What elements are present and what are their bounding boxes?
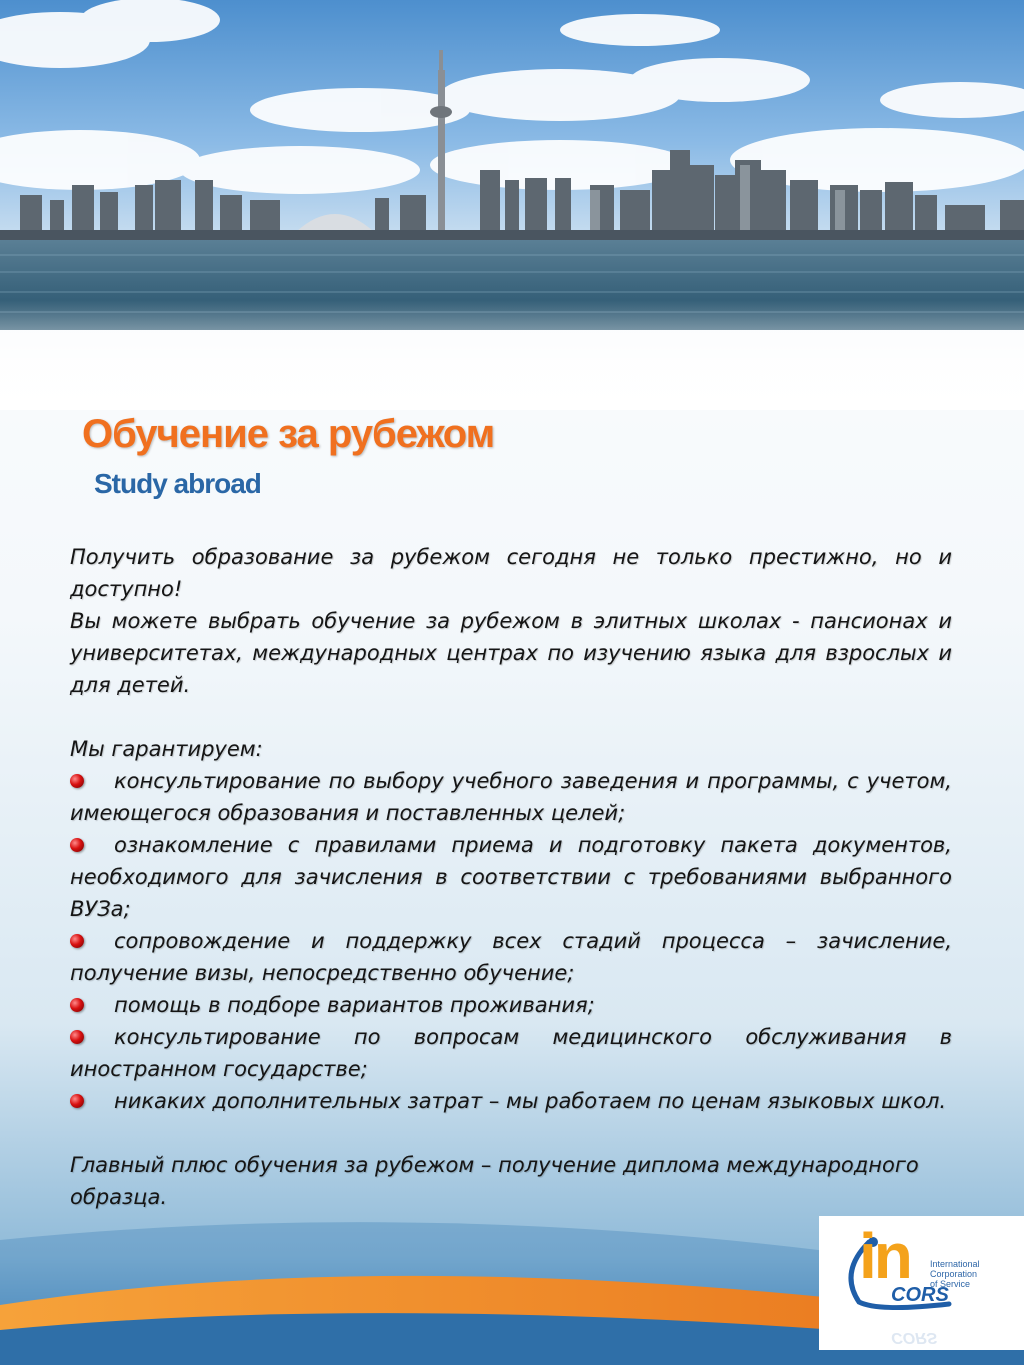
logo-tagline-line: Corporation [930, 1269, 978, 1279]
intro-paragraph-2: Вы можете выбрать обучение за рубежом в элитных школах - пансионах и университетах, международных центрах по изучению языка для взрослых и для детей. [70, 609, 952, 697]
logo-tagline-line: International [930, 1259, 980, 1269]
list-item-text: сопровождение и поддержку всех стадий процесса – зачисление, получение визы, непосредственно обучение; [70, 929, 952, 985]
page-subtitle: Study abroad [94, 468, 261, 499]
list-item-text: ознакомление с правилами приема и подготовку пакета документов, необходимого для зачисления в соответствии с требованиями выбранного ВУЗа; [70, 833, 952, 921]
list-item-text: никаких дополнительных затрат – мы работаем по ценам языковых школ. [114, 1089, 947, 1113]
list-item-text: помощь в подборе вариантов проживания; [114, 993, 595, 1017]
logo-tagline-line: of Service [930, 1279, 971, 1289]
logo-name: CORS [891, 1284, 949, 1306]
page-number: 6 [978, 1322, 991, 1347]
toronto-skyline-photo [0, 0, 1024, 330]
page-title: Обучение за рубежом [82, 412, 495, 456]
spacer [70, 1117, 952, 1149]
photo-fade [0, 300, 1024, 410]
guarantee-heading: Мы гарантируем: [70, 737, 263, 761]
list-item [70, 925, 952, 989]
list-item [70, 829, 952, 925]
logo-mark: in [859, 1220, 910, 1292]
closing-paragraph: Главный плюс обучения за рубежом – получение диплома международного образца. [70, 1153, 919, 1209]
list-item-text: консультирование по вопросам медицинского обслуживания в иностранном государстве; [70, 1025, 952, 1081]
list-item [70, 1021, 952, 1085]
incors-logo [819, 1216, 1024, 1350]
intro-paragraph-1: Получить образование за рубежом сегодня не только престижно, но и доступно! [70, 545, 952, 601]
red-bullet-icon [70, 774, 84, 788]
body-text [70, 541, 952, 1213]
logo-reflection: CORS [891, 1329, 938, 1346]
list-item [70, 989, 952, 1021]
red-bullet-icon [70, 998, 84, 1012]
red-bullet-icon [70, 934, 84, 948]
list-item [70, 765, 952, 829]
spacer [70, 701, 952, 733]
red-bullet-icon [70, 1030, 84, 1044]
red-bullet-icon [70, 1094, 84, 1108]
list-item [70, 1085, 952, 1117]
red-bullet-icon [70, 838, 84, 852]
list-item-text: консультирование по выбору учебного заведения и программы, с учетом, имеющегося образования и поставленных целей; [70, 769, 952, 825]
